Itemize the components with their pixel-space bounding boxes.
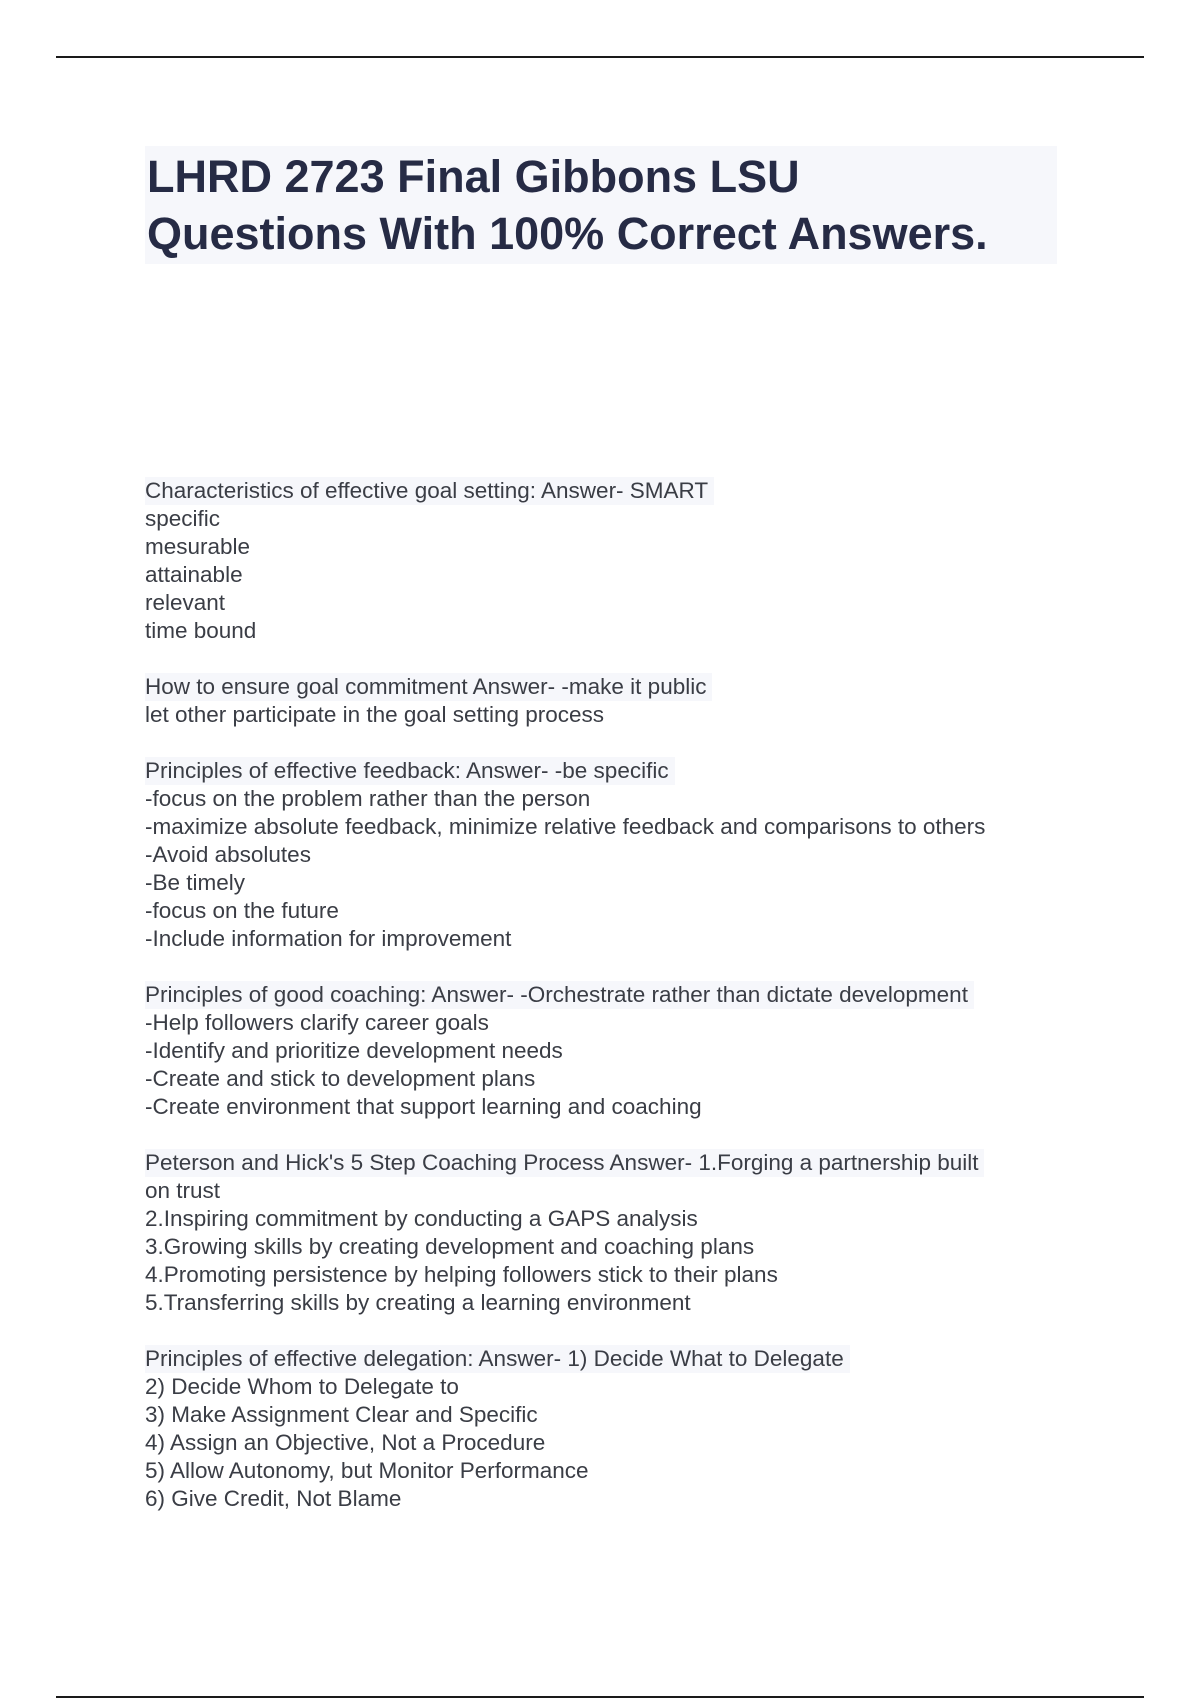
top-rule (56, 56, 1144, 58)
bottom-rule (56, 1696, 1144, 1698)
answer-line: -Include information for improvement (145, 926, 512, 951)
answer-line: 3.Growing skills by creating development and coaching plans (145, 1234, 755, 1259)
answer-line: -Identify and prioritize development needs (145, 1038, 563, 1063)
title-line: Questions With 100% Correct Answers. (147, 208, 988, 259)
answer-line: attainable (145, 562, 243, 587)
answer-line: -focus on the problem rather than the person (145, 786, 591, 811)
qa-block (145, 757, 1065, 953)
answer-line: 2) Decide Whom to Delegate to (145, 1374, 459, 1399)
answer-line: -Help followers clarify career goals (145, 1010, 489, 1035)
question-line: Principles of good coaching: Answer- -Orchestrate rather than dictate development (145, 981, 974, 1009)
qa-block (145, 673, 1065, 729)
title-line: LHRD 2723 Final Gibbons LSU (147, 151, 800, 202)
answer-line: relevant (145, 590, 226, 615)
answer-line: -Create environment that support learning and coaching (145, 1094, 702, 1119)
qa-block (145, 477, 1065, 645)
answer-line: 5.Transferring skills by creating a learning environment (145, 1290, 691, 1315)
answer-line: 4.Promoting persistence by helping followers stick to their plans (145, 1262, 778, 1287)
qa-list (145, 477, 1065, 1541)
answer-line: 6) Give Credit, Not Blame (145, 1486, 402, 1511)
answer-line: 3) Make Assignment Clear and Specific (145, 1402, 538, 1427)
question-line: Principles of effective delegation: Answer- 1) Decide What to Delegate (145, 1345, 850, 1373)
question-line: Principles of effective feedback: Answer- -be specific (145, 757, 675, 785)
answer-line: 4) Assign an Objective, Not a Procedure (145, 1430, 546, 1455)
answer-line: specific (145, 506, 221, 531)
answer-line: -maximize absolute feedback, minimize relative feedback and comparisons to others (145, 814, 986, 839)
question-line: How to ensure goal commitment Answer- -make it public (145, 673, 712, 701)
answer-line: -focus on the future (145, 898, 339, 923)
answer-line: on trust (145, 1178, 221, 1203)
qa-block (145, 1149, 1065, 1317)
document-title (145, 146, 1057, 264)
answer-line: -Avoid absolutes (145, 842, 311, 867)
answer-line: let other participate in the goal setting process (145, 702, 605, 727)
answer-line: -Be timely (145, 870, 246, 895)
answer-line: time bound (145, 618, 257, 643)
answer-line: -Create and stick to development plans (145, 1066, 536, 1091)
question-line: Characteristics of effective goal setting: Answer- SMART (145, 477, 714, 505)
answer-line: 5) Allow Autonomy, but Monitor Performance (145, 1458, 589, 1483)
answer-line: mesurable (145, 534, 251, 559)
qa-block (145, 981, 1065, 1121)
question-line: Peterson and Hick's 5 Step Coaching Process Answer- 1.Forging a partnership built (145, 1149, 984, 1177)
answer-line: 2.Inspiring commitment by conducting a GAPS analysis (145, 1206, 698, 1231)
qa-block (145, 1345, 1065, 1513)
